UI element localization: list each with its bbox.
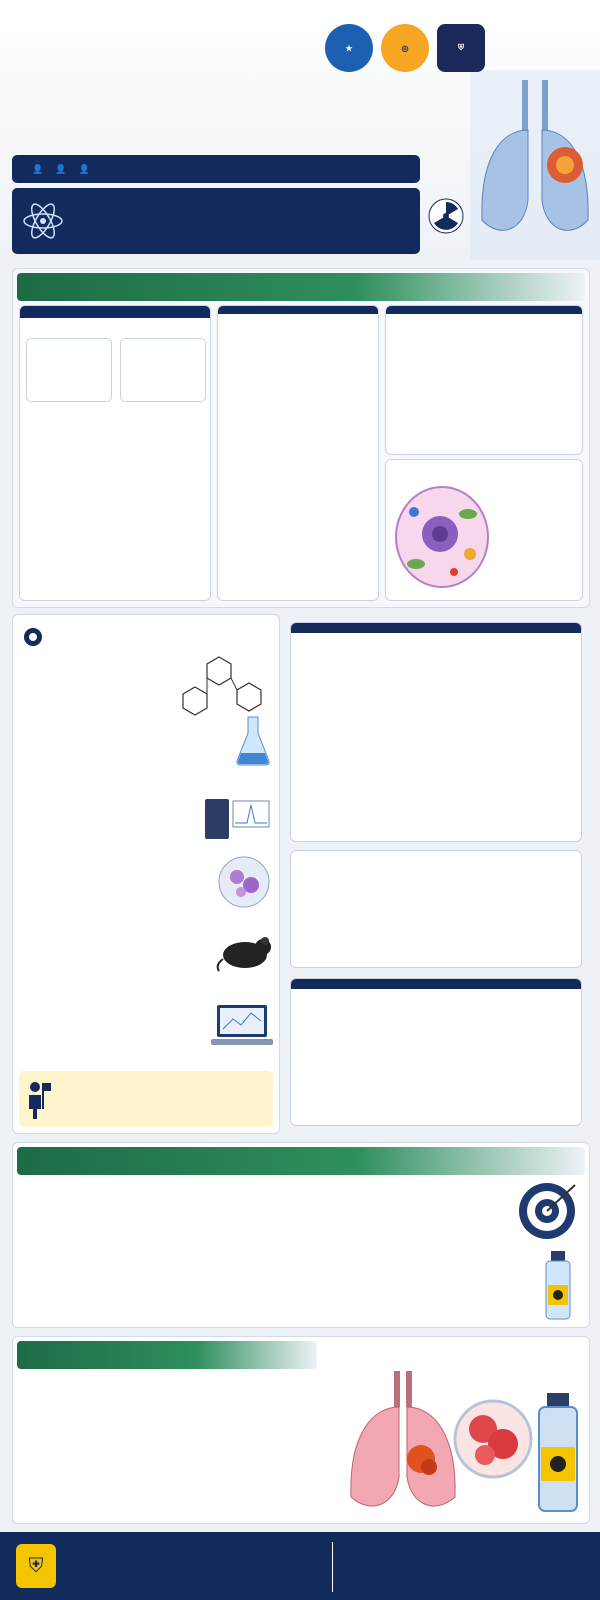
hasil-section [12,268,590,608]
temuan-list [291,857,581,861]
profil-section [12,1142,590,1328]
blocking-items [291,993,581,1001]
umi-footer-logo: ⛨ [16,1544,56,1588]
kemdikbud-logo: ★ [325,24,373,72]
uptake-card [217,305,379,601]
gear-icon [21,625,45,649]
fraction-header [386,306,582,314]
organelle-card [385,459,583,601]
umi-logo [493,24,553,72]
bio-header [291,623,581,633]
uptake-header [218,306,378,314]
lungs-illustration [470,70,600,260]
fraction-chart [386,340,582,454]
uptake-chart [218,346,378,596]
kesimpulan-section [12,1336,590,1524]
mouse-icon [213,931,275,973]
footer [0,1532,600,1600]
team-bar [12,155,420,183]
blocking-header [291,979,581,989]
cell-illustration [392,482,492,592]
radiation-icon [428,198,464,234]
person-flag-icon [25,1079,51,1119]
cell-culture-icon [217,855,271,909]
laptop-icon [211,1001,273,1051]
kesimpulan-title [17,1341,317,1369]
fraction-card [385,305,583,455]
diktisaintek-logo: ◎ [381,24,429,72]
yield-box [26,338,112,402]
profil-title [17,1147,585,1175]
purity-label [121,339,205,343]
temuan-card [290,850,582,968]
organelle-title [386,460,582,466]
header [0,0,600,262]
yield-label [27,339,111,343]
funding-box [12,188,420,254]
vial-icon [543,1251,573,1321]
user-icon: 👤 [78,163,90,174]
note-box [19,1071,273,1127]
radiotracer-vial-icon [535,1393,581,1513]
target-icon [515,1179,579,1243]
bio-card [290,622,582,842]
hasil-title [17,273,585,301]
team-member [78,164,89,175]
user-icon: 👤 [55,163,67,174]
blocking-card [290,978,582,1126]
radiosintesis-header [20,306,210,318]
umi-shield-logo: ⛨ [437,24,485,72]
profil-items [19,1183,499,1323]
lungs-tumor-illustration [343,1367,463,1517]
tumor-cells-illustration [453,1389,533,1489]
hplc-chart [22,428,210,594]
team-member [32,164,43,175]
proses-section [12,614,280,1134]
hplc-instrument-icon [203,795,273,843]
atom-icon [22,198,64,244]
radiosintesis-card [19,305,211,601]
purity-box [120,338,206,402]
team-member [55,164,66,175]
flask-icon [235,715,271,767]
user-icon: 👤 [32,163,44,174]
